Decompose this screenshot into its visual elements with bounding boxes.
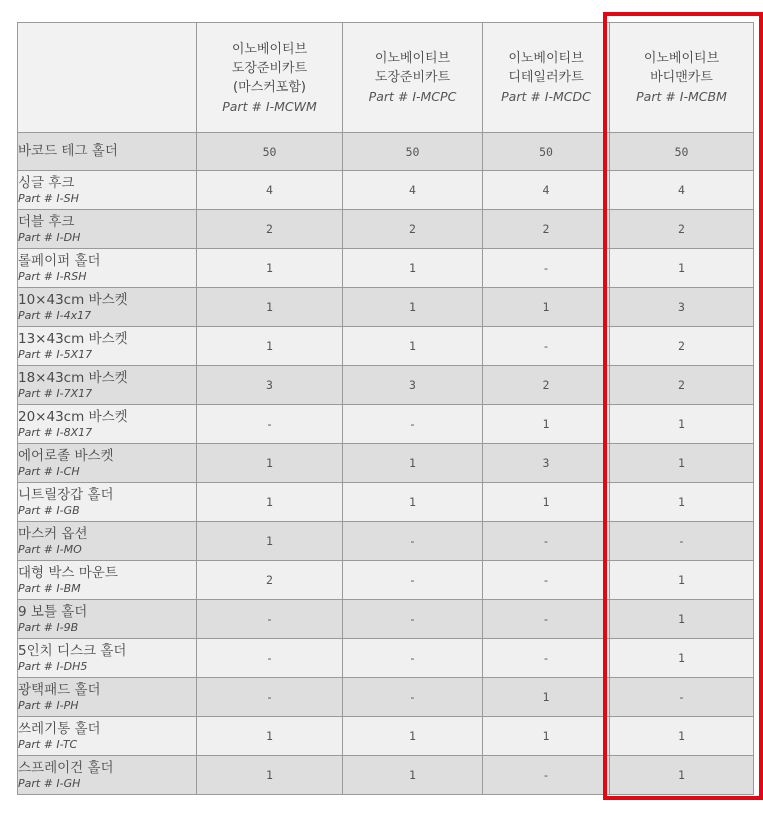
quantity-cell: 1 <box>343 327 483 366</box>
quantity-cell: 1 <box>197 756 343 795</box>
item-part-number: Part # I-7X17 <box>18 386 93 400</box>
table-row <box>18 327 754 366</box>
quantity-cell: 1 <box>610 717 754 756</box>
quantity-cell: - <box>343 522 483 561</box>
quantity-cell: 2 <box>610 366 754 405</box>
quantity-cell: 4 <box>610 171 754 210</box>
table-body <box>18 133 754 795</box>
quantity-cell: - <box>343 678 483 717</box>
quantity-cell: 50 <box>483 133 610 171</box>
quantity-cell: 1 <box>610 756 754 795</box>
table-row <box>18 210 754 249</box>
quantity-cell: 4 <box>343 171 483 210</box>
item-label-cell <box>18 249 197 288</box>
quantity-cell: 4 <box>197 171 343 210</box>
table-row <box>18 444 754 483</box>
quantity-cell: 3 <box>197 366 343 405</box>
table-row <box>18 678 754 717</box>
quantity-cell: 1 <box>343 756 483 795</box>
item-label-cell <box>18 522 197 561</box>
item-label-cell <box>18 327 197 366</box>
table-row <box>18 171 754 210</box>
quantity-cell: 1 <box>483 405 610 444</box>
item-part-number: Part # I-SH <box>18 191 79 205</box>
item-label-cell <box>18 405 197 444</box>
item-label-cell <box>18 678 197 717</box>
item-name: 13×43cm 바스켓 <box>18 330 128 347</box>
quantity-cell: 1 <box>483 717 610 756</box>
table-row <box>18 639 754 678</box>
item-part-number: Part # I-GB <box>18 503 80 517</box>
item-part-number: Part # I-5X17 <box>18 347 93 361</box>
header-cell-mcbm <box>610 23 754 133</box>
header-name-line: (마스커포함) <box>233 79 306 95</box>
item-part-number: Part # I-GH <box>18 776 81 790</box>
quantity-cell: - <box>483 756 610 795</box>
quantity-cell: 50 <box>197 133 343 171</box>
quantity-cell: 4 <box>483 171 610 210</box>
item-name: 20×43cm 바스켓 <box>18 408 128 425</box>
item-label-cell <box>18 756 197 795</box>
quantity-cell: - <box>483 561 610 600</box>
item-label-cell <box>18 561 197 600</box>
quantity-cell: 50 <box>610 133 754 171</box>
quantity-cell: - <box>343 600 483 639</box>
quantity-cell: - <box>610 678 754 717</box>
quantity-cell: 1 <box>343 483 483 522</box>
quantity-cell: 2 <box>610 327 754 366</box>
item-name: 바코드 테그 홀더 <box>18 143 118 159</box>
quantity-cell: 1 <box>610 483 754 522</box>
quantity-cell: 1 <box>197 522 343 561</box>
item-name: 스프레이건 홀더 <box>18 759 114 776</box>
header-part-number: Part # I-MCBM <box>636 89 727 104</box>
item-name: 대형 박스 마운트 <box>18 564 118 581</box>
item-label-cell <box>18 639 197 678</box>
quantity-cell: 1 <box>610 600 754 639</box>
quantity-cell: 1 <box>197 249 343 288</box>
quantity-cell: - <box>483 600 610 639</box>
header-name-line: 이노베이티브 <box>508 51 584 66</box>
item-part-number: Part # I-8X17 <box>18 425 93 439</box>
quantity-cell: 1 <box>483 483 610 522</box>
quantity-cell: 1 <box>197 717 343 756</box>
table-row <box>18 756 754 795</box>
item-label-cell <box>18 717 197 756</box>
quantity-cell: 3 <box>483 444 610 483</box>
quantity-cell: 1 <box>197 327 343 366</box>
quantity-cell: 3 <box>610 288 754 327</box>
header-corner-cell <box>18 23 197 133</box>
quantity-cell: 1 <box>483 288 610 327</box>
item-name: 에어로졸 바스켓 <box>18 447 114 464</box>
quantity-cell: 1 <box>343 288 483 327</box>
quantity-cell: 2 <box>610 210 754 249</box>
quantity-cell: 3 <box>343 366 483 405</box>
header-name-line: 디테일러카트 <box>508 70 584 85</box>
item-label-cell <box>18 171 197 210</box>
item-label-cell <box>18 444 197 483</box>
header-cell-mcwm <box>197 23 343 133</box>
item-label-cell <box>18 288 197 327</box>
comparison-table <box>17 22 754 795</box>
table-row <box>18 600 754 639</box>
quantity-cell: - <box>197 405 343 444</box>
item-part-number: Part # I-DH5 <box>18 659 88 673</box>
item-name: 10×43cm 바스켓 <box>18 291 128 308</box>
table-row <box>18 561 754 600</box>
item-part-number: Part # I-MO <box>18 542 82 556</box>
quantity-cell: - <box>343 405 483 444</box>
item-name: 더블 후크 <box>18 213 75 230</box>
quantity-cell: 2 <box>483 366 610 405</box>
quantity-cell: - <box>483 249 610 288</box>
item-name: 롤페이퍼 홀더 <box>18 252 101 269</box>
item-part-number: Part # I-PH <box>18 698 79 712</box>
quantity-cell: - <box>197 678 343 717</box>
quantity-cell: 2 <box>343 210 483 249</box>
item-part-number: Part # I-4x17 <box>18 308 92 322</box>
quantity-cell: - <box>343 561 483 600</box>
item-name: 광택패드 홀더 <box>18 681 101 698</box>
item-label-cell <box>18 600 197 639</box>
header-cell-mcdc <box>483 23 610 133</box>
item-part-number: Part # I-DH <box>18 230 81 244</box>
quantity-cell: 50 <box>343 133 483 171</box>
table-row <box>18 133 754 171</box>
quantity-cell: - <box>197 639 343 678</box>
header-part-number: Part # I-MCDC <box>501 89 591 104</box>
table-row <box>18 522 754 561</box>
item-label-cell <box>18 366 197 405</box>
item-part-number: Part # I-BM <box>18 581 81 595</box>
item-name: 쓰레기통 홀더 <box>18 720 101 737</box>
item-name: 9 보틀 홀더 <box>18 603 88 620</box>
quantity-cell: 1 <box>610 405 754 444</box>
quantity-cell: 1 <box>197 483 343 522</box>
quantity-cell: 1 <box>610 249 754 288</box>
header-name-line: 이노베이티브 <box>643 51 720 66</box>
quantity-cell: 1 <box>197 288 343 327</box>
header-name-line: 이노베이티브 <box>374 51 451 66</box>
quantity-cell: 2 <box>483 210 610 249</box>
header-part-number: Part # I-MCWM <box>222 98 317 114</box>
item-part-number: Part # I-9B <box>18 620 79 634</box>
header-part-number: Part # I-MCPC <box>368 89 457 104</box>
item-part-number: Part # I-TC <box>18 737 78 751</box>
header-name-line: 바디맨카트 <box>650 70 713 85</box>
item-part-number: Part # I-RSH <box>18 269 87 283</box>
quantity-cell: 1 <box>197 444 343 483</box>
quantity-cell: - <box>197 600 343 639</box>
quantity-cell: 2 <box>197 210 343 249</box>
quantity-cell: 2 <box>197 561 343 600</box>
header-name-line: 이노베이티브 <box>231 41 308 57</box>
table-header-row <box>18 23 754 133</box>
table-row <box>18 288 754 327</box>
quantity-cell: 1 <box>610 444 754 483</box>
quantity-cell: 1 <box>610 561 754 600</box>
table-row <box>18 717 754 756</box>
header-name-line: 도장준비카트 <box>231 60 308 76</box>
quantity-cell: - <box>610 522 754 561</box>
quantity-cell: 1 <box>483 678 610 717</box>
table-row <box>18 366 754 405</box>
table-row <box>18 405 754 444</box>
quantity-cell: - <box>343 639 483 678</box>
item-name: 싱글 후크 <box>18 174 75 191</box>
item-name: 18×43cm 바스켓 <box>18 369 128 386</box>
quantity-cell: - <box>483 327 610 366</box>
quantity-cell: 1 <box>343 444 483 483</box>
table-row <box>18 249 754 288</box>
quantity-cell: - <box>483 639 610 678</box>
item-name: 마스커 옵션 <box>18 525 88 542</box>
quantity-cell: 1 <box>343 717 483 756</box>
header-name-line: 도장준비카트 <box>374 70 451 85</box>
quantity-cell: 1 <box>343 249 483 288</box>
header-cell-mcpc <box>343 23 483 133</box>
quantity-cell: - <box>483 522 610 561</box>
item-name: 5인치 디스크 홀더 <box>18 642 127 659</box>
item-label-cell <box>18 210 197 249</box>
item-label-cell <box>18 483 197 522</box>
item-label-cell <box>18 133 197 171</box>
table-row <box>18 483 754 522</box>
item-name: 니트릴장갑 홀더 <box>18 486 114 503</box>
quantity-cell: 1 <box>610 639 754 678</box>
item-part-number: Part # I-CH <box>18 464 80 478</box>
